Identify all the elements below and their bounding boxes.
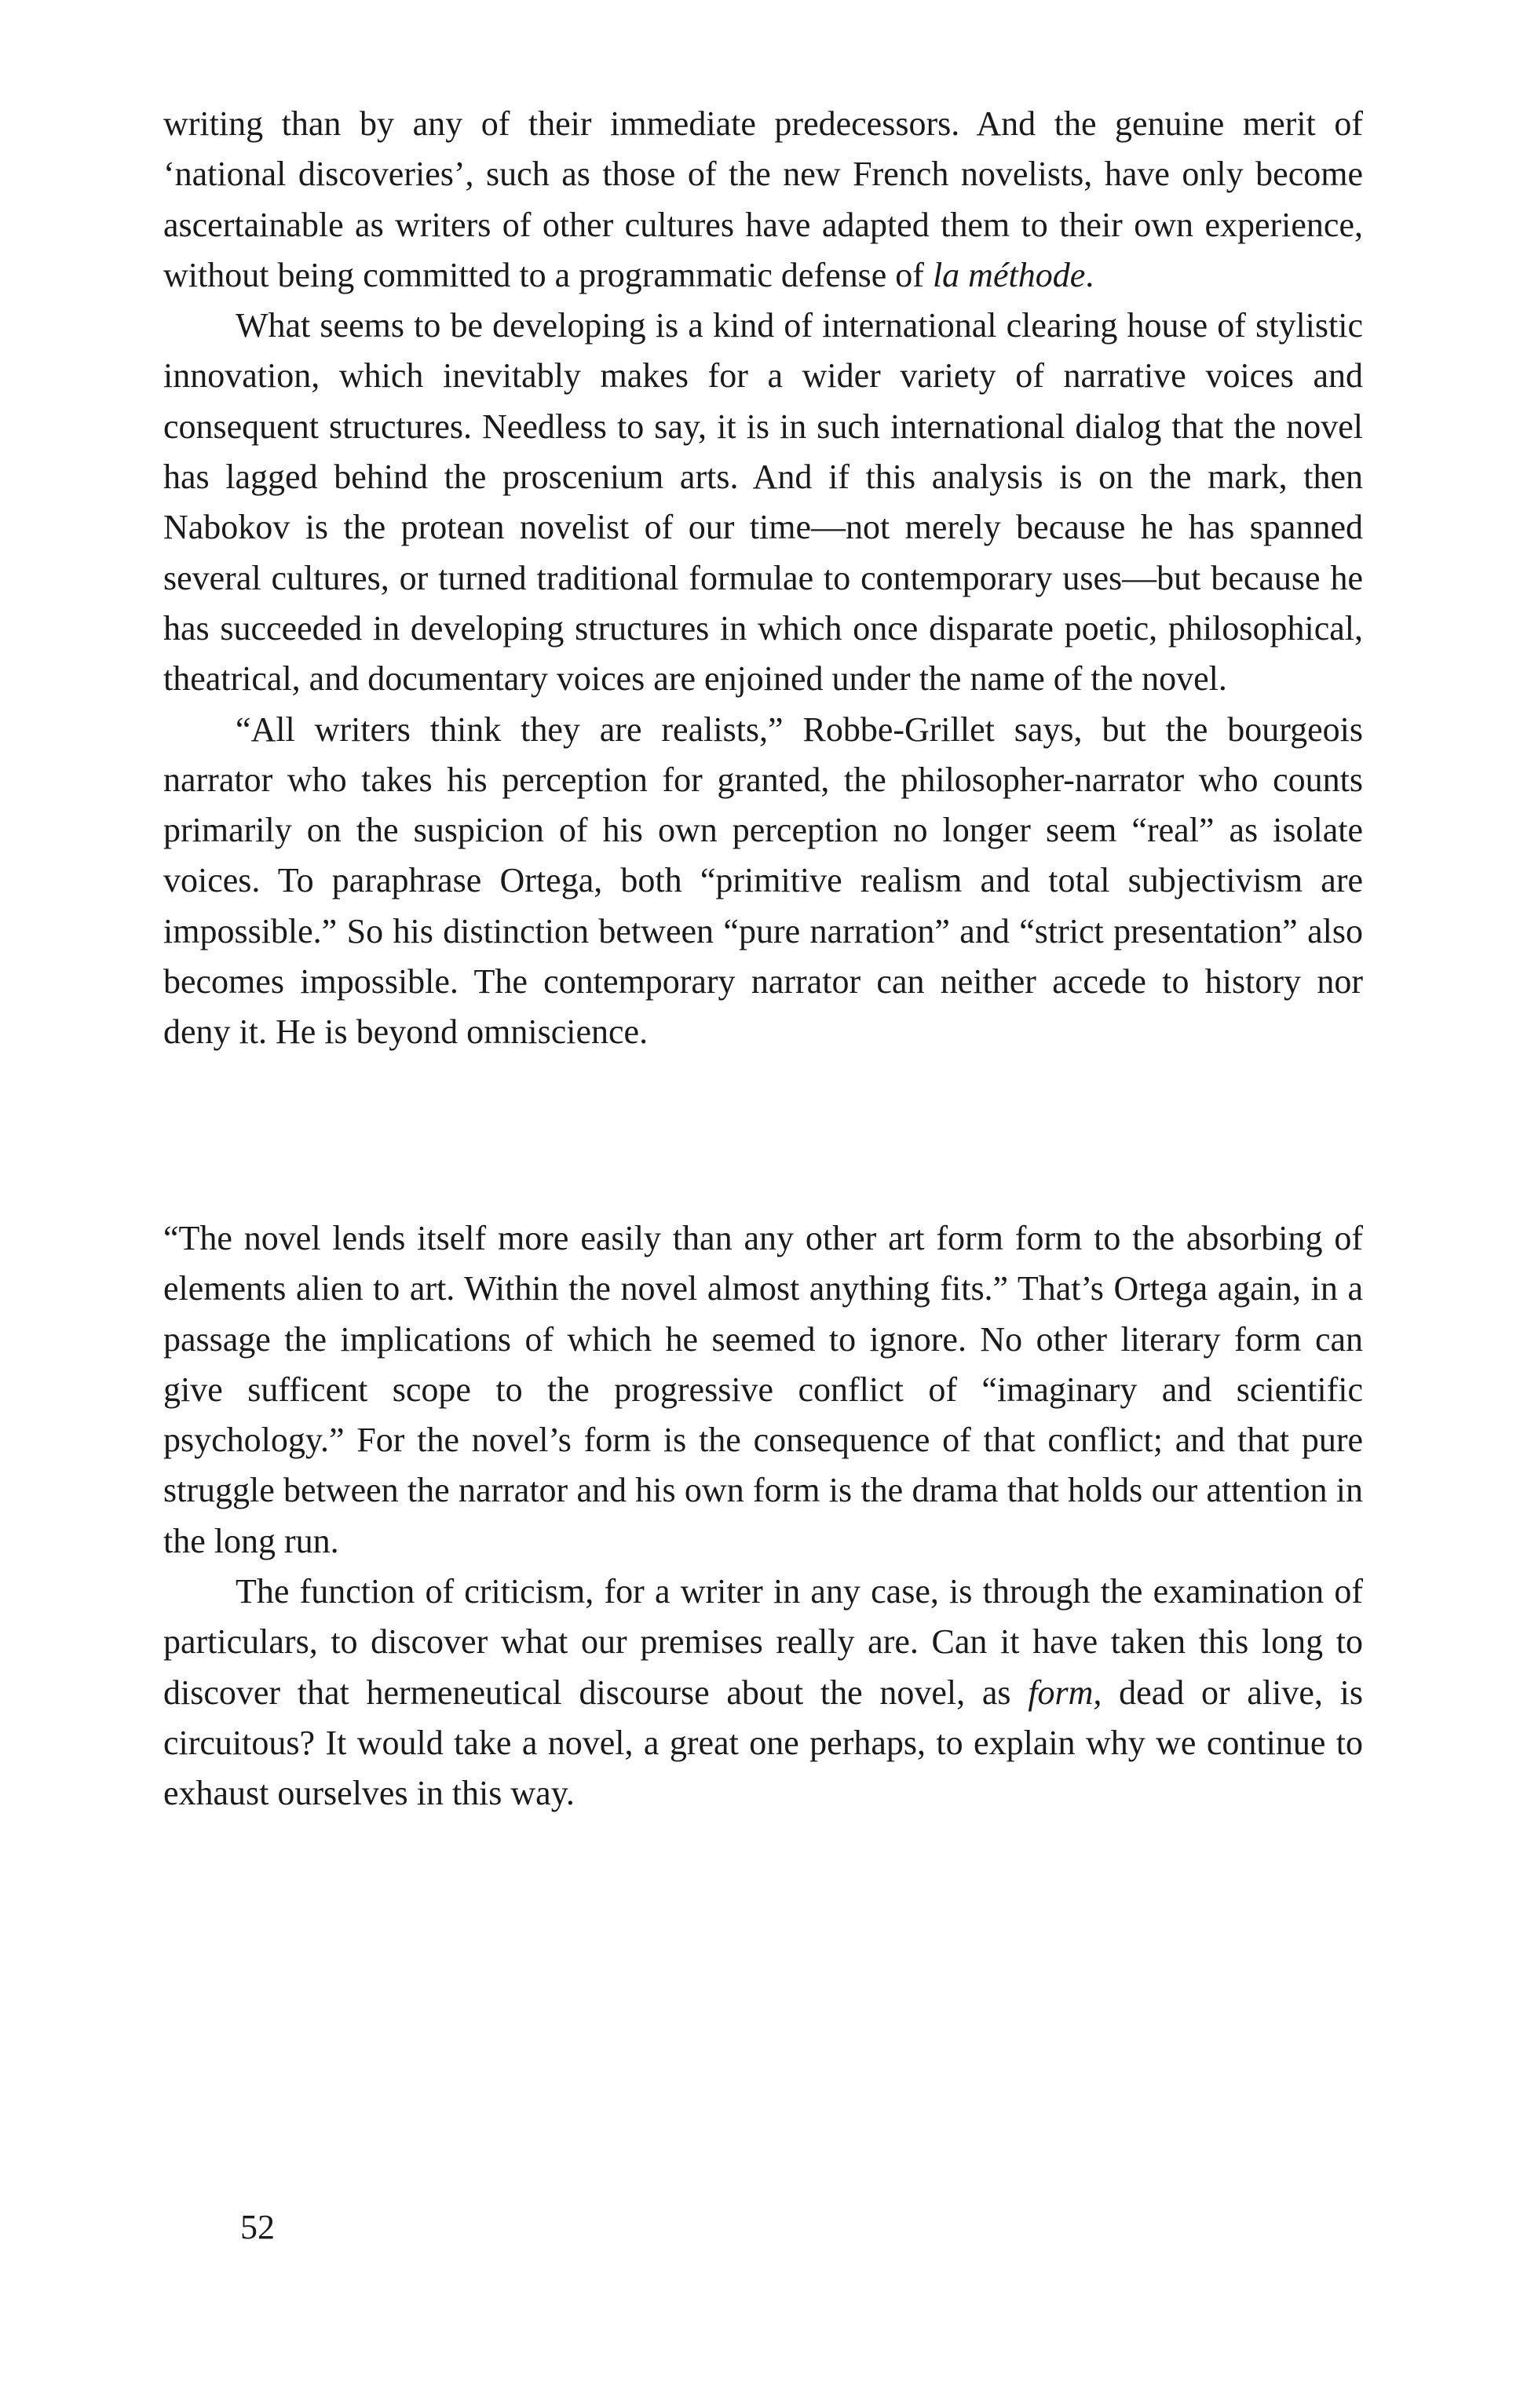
- paragraph-5-end: dead or alive, is circuitous? It would take a novel, a great one perhaps, to explain why we continue to exhaust ourselves in this way.: [163, 1673, 1363, 1813]
- text-section-2: [163, 1213, 1363, 1819]
- text-section-1: [163, 99, 1363, 1058]
- paragraph-1: [163, 99, 1363, 301]
- paragraph-5-text: The function of criticism, for a writer in any case, is through the examination of particulars, to discover what our premises really are. Can it have taken this long to discover that hermeneutical discourse about the novel, as: [163, 1572, 1363, 1712]
- paragraph-2: What seems to be developing is a kind of international clearing house of stylistic innovation, which inevitably makes for a wider variety of narrative voices and consequent structures. Needless to say, it is in such international dialog that the novel has lagged behind the proscenium arts. And if this analysis is on the mark, then Nabokov is the protean novelist of our time—not merely because he has spanned several cultures, or turned traditional formulae to contemporary uses—but because he has succeeded in developing structures in which once disparate poetic, philosophical, theatrical, and documentary voices are enjoined under the name of the novel.: [163, 306, 1363, 699]
- paragraph-5-italic: form,: [1028, 1673, 1102, 1712]
- paragraph-3: “All writers think they are realists,” Robbe-Grillet says, but the bourgeois narrator who takes his perception for granted, the philosopher-narrator who counts primarily on the suspicion of his own perception no longer seem “real” as isolate voices. To paraphrase Ortega, both “primitive realism and total subjectivism are impossible.” So his distinction between “pure narration” and “strict presentation” also becomes impossible. The contemporary narrator can neither accede to history nor deny it. He is beyond omniscience.: [163, 710, 1363, 1052]
- paragraph-4: “The novel lends itself more easily than any other art form form to the absorbing of elements alien to art. Within the novel almost anything fits.” That’s Ortega again, in a passage the implications of which he seemed to ignore. No other literary form can give sufficent scope to the progressive conflict of “imaginary and scientific psychology.” For the novel’s form is the consequence of that conflict; and that pure struggle between the narrator and his own form is the drama that holds our attention in the long run.: [163, 1219, 1363, 1560]
- paragraph-1-end: .: [1085, 255, 1094, 294]
- paragraph-5: [163, 1567, 1363, 1819]
- paragraph-1-italic: la méthode: [932, 255, 1086, 294]
- paragraph-1-text: writing than by any of their immediate predecessors. And the genuine merit of ‘national discoveries’, such as those of the new French novelists, have only become ascertainable as writers of other cultures have adapted them to their own experience, without being committed to a programmatic defense of: [163, 104, 1363, 294]
- page-number: 52: [240, 2208, 275, 2246]
